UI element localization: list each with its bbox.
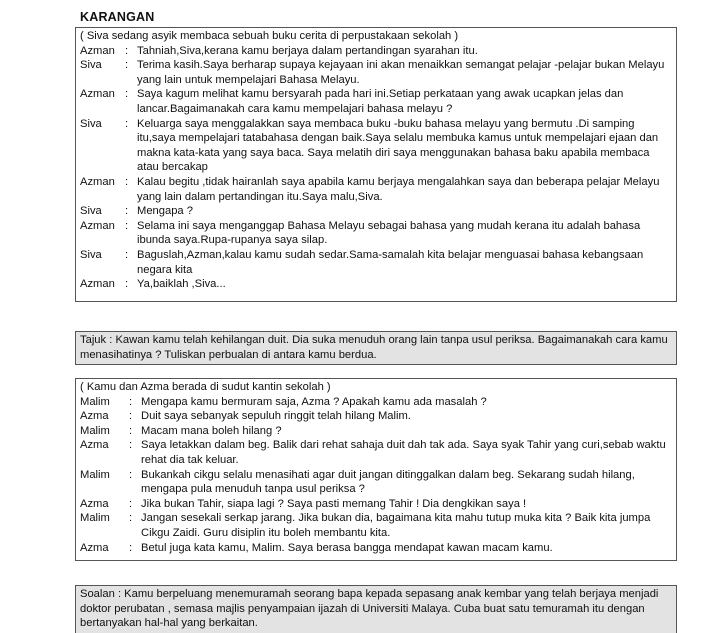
dialog-text: Betul juga kata kamu, Malim. Saya berasa bangga mendapat kawan macam kamu.	[141, 541, 553, 554]
speaker-name: Malim	[80, 512, 110, 525]
colon-separator: :	[125, 59, 129, 72]
speaker-name: Azman	[80, 175, 115, 188]
dialog-text: Ya,baiklah ,Siva...	[137, 278, 226, 291]
dialog-line	[80, 204, 672, 219]
dialog-box-2	[75, 378, 677, 561]
speaker-name: Malim	[80, 424, 110, 437]
dialog-line	[80, 438, 672, 467]
dialog-text: Kalau begitu ,tidak hairanlah saya apabila kamu berjaya mengalahkan saya dan beberapa pelajar Melayu yang lain dalam pertandingan itu.Saya malu,Siva.	[137, 175, 660, 203]
speaker-name: Azman	[80, 278, 115, 291]
colon-separator: :	[125, 278, 129, 291]
colon-separator: :	[129, 541, 133, 554]
colon-separator: :	[129, 424, 133, 437]
dialog-line	[80, 497, 672, 512]
dialog-text: Selama ini saya menganggap Bahasa Melayu sebagai bahasa yang mudah kerana itu adalah bahasa ibunda saya.Rupa-rupanya saya silap.	[137, 219, 641, 247]
speaker-name: Azma	[80, 497, 109, 510]
colon-separator: :	[125, 117, 129, 130]
soalan-box	[75, 585, 677, 633]
colon-separator: :	[129, 395, 133, 408]
dialog-text: Mengapa kamu bermuram saja, Azma ? Apakah kamu ada masalah ?	[141, 395, 487, 408]
dialog-line	[80, 511, 672, 540]
dialog-text: Jika bukan Tahir, siapa lagi ? Saya pasti memang Tahir ! Dia dengkikan saya !	[141, 497, 527, 510]
dialog-text: Bukankah cikgu selalu menasihati agar duit jangan ditinggalkan dalam beg. Sekarang sudah hilang, mengapa pula menuduh tanpa usul periksa ?	[141, 468, 635, 496]
colon-separator: :	[125, 88, 129, 101]
colon-separator: :	[125, 175, 129, 188]
dialog-text: Saya kagum melihat kamu bersyarah pada hari ini.Setiap perkataan yang awak ucapkan jelas dan lancar.Bagaimanakah cara kamu mempelajari bahasa melayu ?	[137, 88, 624, 115]
dialog-line	[80, 409, 672, 424]
colon-separator: :	[129, 439, 133, 452]
dialog-text: Duit saya sebanyak sepuluh ringgit telah hilang Malim.	[141, 410, 411, 423]
speaker-name: Azman	[80, 44, 115, 57]
tajuk-box	[75, 331, 677, 365]
speaker-name: Malim	[80, 468, 110, 481]
soalan-text: Soalan : Kamu berpeluang menemuramah seorang bapa kepada sepasang anak kembar yang telah berjaya menjadi doktor perubatan , semasa majlis penyampaian ijazah di Universiti Malaya. Cuba buat satu temuramah itu dengan bertanyakan hal-hal yang berkaitan.	[80, 588, 659, 630]
colon-separator: :	[125, 219, 129, 232]
speaker-name: Siva	[80, 59, 102, 72]
colon-separator: :	[125, 248, 129, 261]
dialog-line	[80, 175, 672, 204]
dialog-text: Saya letakkan dalam beg. Balik dari rehat sahaja duit dah tak ada. Saya syak Tahir yang curi,sebab waktu rehat dia tak keluar.	[141, 439, 666, 466]
dialog-line	[80, 277, 672, 292]
colon-separator: :	[129, 410, 133, 423]
dialog-line	[80, 44, 672, 59]
dialog-text: Keluarga saya menggalakkan saya membaca buku -buku bahasa melayu yang bermutu .Di samping itu,saya mempelajari tatabahasa dengan baik.Saya selalu membuka kamus untuk mempelajari ejaan dan makna kata-kata yang saya baca. Saya melatih diri saya menggunakan bahasa baku apabila membaca atau bercakap	[137, 117, 659, 174]
dialog-text: Terima kasih.Saya berharap supaya kejayaan ini akan menaikkan semangat pelajar -pelajar bukan Melayu yang lain untuk mempelajari Bahasa Melayu.	[137, 59, 665, 86]
speaker-name: Siva	[80, 248, 102, 261]
speaker-name: Siva	[80, 117, 102, 130]
dialog-text: Tahniah,Siva,kerana kamu berjaya dalam pertandingan syarahan itu.	[137, 44, 478, 57]
speaker-name: Azma	[80, 410, 109, 423]
dialog-text: Jangan sesekali serkap jarang. Jika bukan dia, bagaimana kita mahu tutup muka kita ? Baik kita jumpa Cikgu Zaidi. Guru disiplin itu boleh membantu kita.	[141, 512, 651, 539]
dialog-intro: ( Kamu dan Azma berada di sudut kantin sekolah )	[80, 381, 331, 393]
colon-separator: :	[129, 512, 133, 525]
dialog-intro: ( Siva sedang asyik membaca sebuah buku cerita di perpustakaan sekolah )	[80, 30, 459, 42]
speaker-name: Malim	[80, 395, 110, 408]
dialog-line	[80, 395, 672, 410]
speaker-name: Azma	[80, 541, 109, 554]
dialog-line	[80, 248, 672, 277]
colon-separator: :	[125, 205, 129, 218]
dialog-text: Macam mana boleh hilang ?	[141, 424, 282, 437]
speaker-name: Azma	[80, 439, 109, 452]
dialog-line	[80, 87, 672, 116]
dialog-line	[80, 219, 672, 248]
speaker-name: Azman	[80, 88, 115, 101]
colon-separator: :	[125, 44, 129, 57]
colon-separator: :	[129, 497, 133, 510]
dialog-line	[80, 424, 672, 439]
tajuk-text: Tajuk : Kawan kamu telah kehilangan duit. Dia suka menuduh orang lain tanpa usul periksa. Bagaimanakah cara kamu menasihatinya ? Tuliskan perbualan di antara kamu berdua.	[80, 334, 668, 361]
dialog-line	[80, 117, 672, 175]
dialog-line	[80, 541, 672, 556]
essay-heading: KARANGAN	[80, 10, 155, 24]
dialog-line	[80, 468, 672, 497]
dialog-text: Mengapa ?	[137, 205, 193, 218]
dialog-line	[80, 58, 672, 87]
dialog-text: Baguslah,Azman,kalau kamu sudah sedar.Sama-samalah kita belajar menguasai bahasa kebangsaan negara kita	[137, 248, 644, 276]
dialog-box-1	[75, 27, 677, 302]
colon-separator: :	[129, 468, 133, 481]
speaker-name: Azman	[80, 219, 115, 232]
speaker-name: Siva	[80, 205, 102, 218]
